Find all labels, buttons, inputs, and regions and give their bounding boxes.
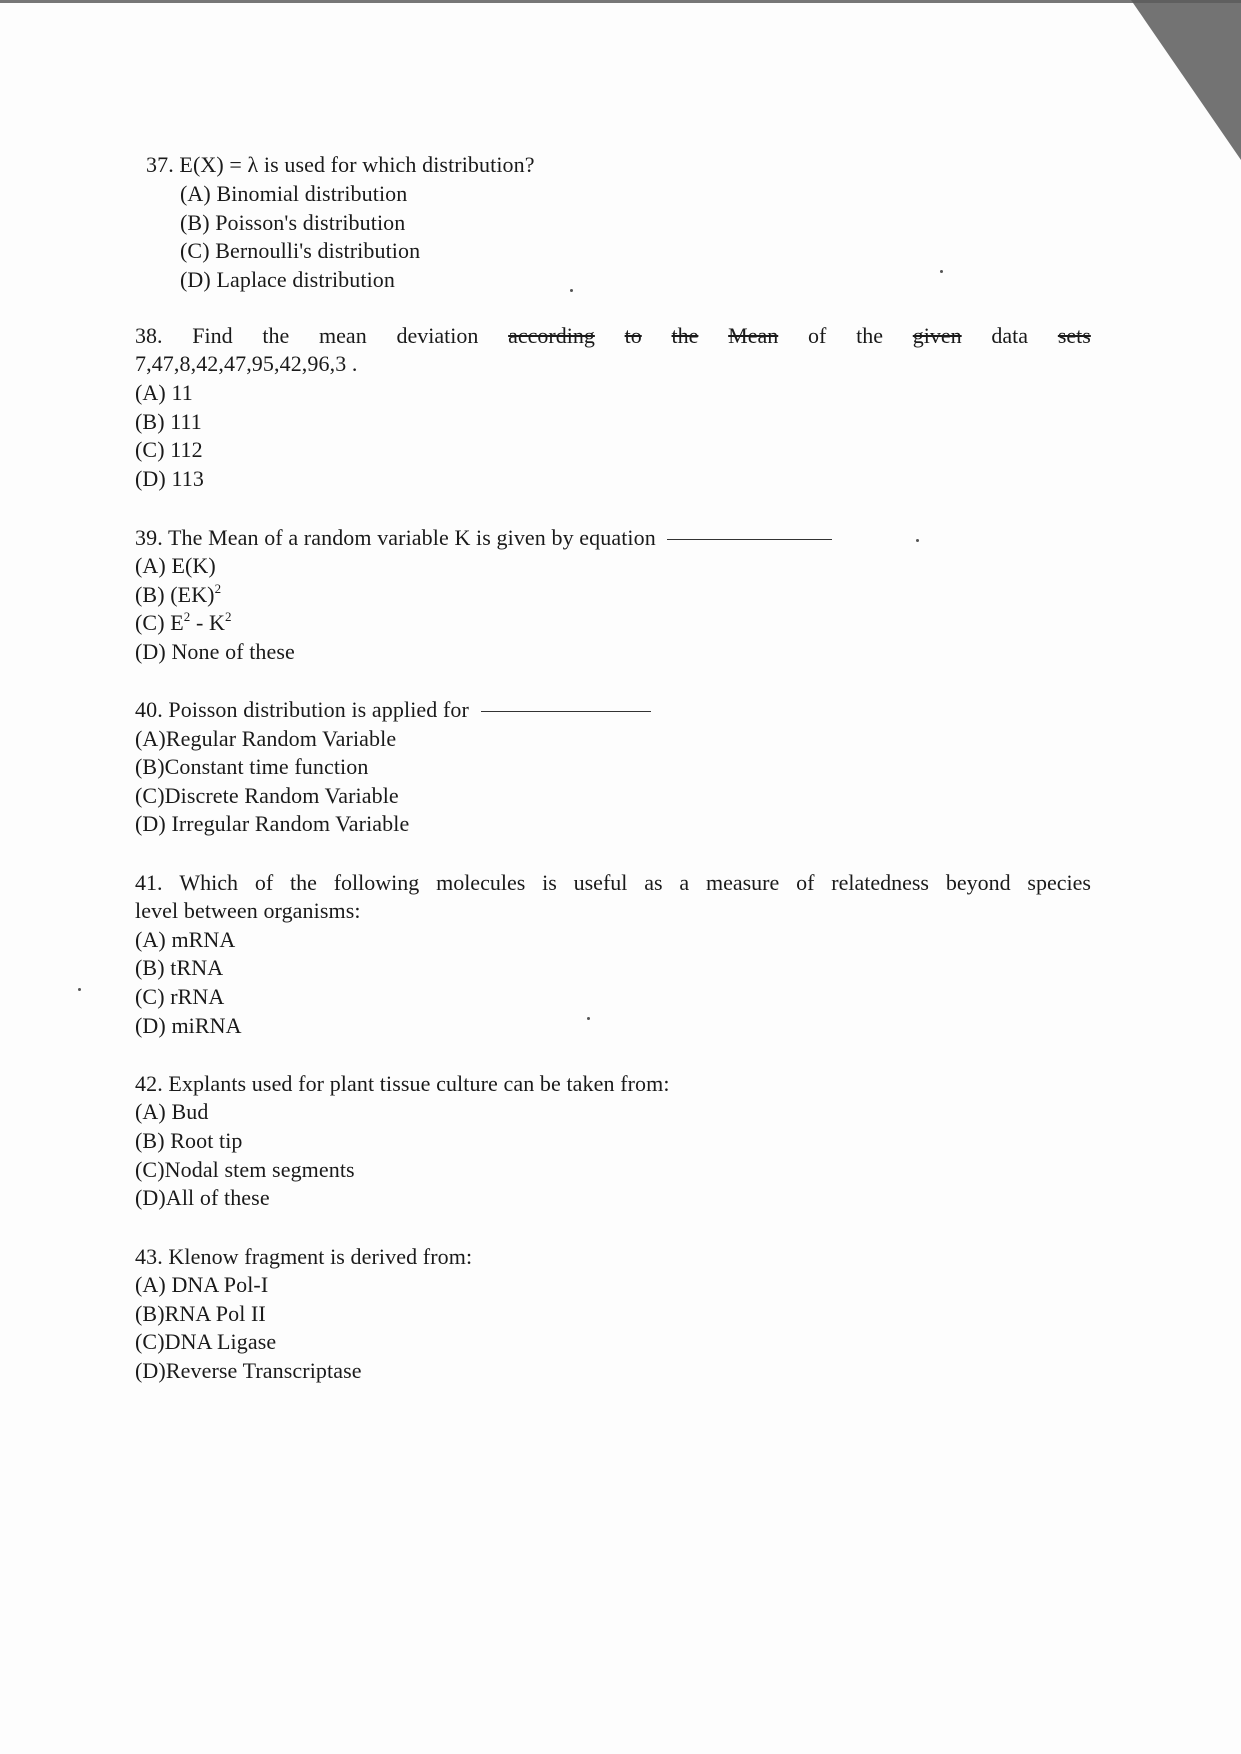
struck-word: given <box>912 323 962 348</box>
option: (B)RNA Pol II <box>135 1301 266 1326</box>
option: (D) miRNA <box>135 1013 242 1038</box>
word: following <box>333 870 420 895</box>
scan-speck <box>78 988 81 991</box>
word: the <box>262 323 290 348</box>
option: (A) 11 <box>135 380 193 405</box>
word: Find <box>192 323 233 348</box>
struck-word: to <box>624 323 642 348</box>
question-text: Poisson distribution is applied for <box>168 697 469 722</box>
question-text: Explants used for plant tissue culture can be taken from: <box>168 1071 670 1096</box>
option: (B) 111 <box>135 409 202 434</box>
option: (B) Poisson's distribution <box>180 210 406 235</box>
word: is <box>542 870 557 895</box>
option: (A) Bud <box>135 1099 209 1124</box>
option: (B) (EK)$^2$ <box>135 581 222 607</box>
word: a <box>679 870 690 895</box>
option: (C) $E^2 - K^2$ <box>135 609 232 635</box>
option: (D)All of these <box>135 1185 270 1210</box>
word: molecules <box>436 870 526 895</box>
scan-speck <box>570 289 573 292</box>
word: of <box>254 870 274 895</box>
question-41 <box>135 870 1091 896</box>
question-number: 40. <box>135 697 163 722</box>
word: data <box>991 323 1029 348</box>
word: of <box>808 323 827 348</box>
option: (B) Root tip <box>135 1128 243 1153</box>
word: beyond <box>945 870 1011 895</box>
option: (C) 112 <box>135 437 203 462</box>
folded-corner <box>1131 0 1241 160</box>
question-number: 37. <box>146 152 174 177</box>
question-number: 43. <box>135 1244 163 1269</box>
option: (C)Discrete Random Variable <box>135 783 399 808</box>
word: of <box>796 870 815 895</box>
option: (C) Bernoulli's distribution <box>180 238 421 263</box>
question-39 <box>135 525 832 551</box>
question-40 <box>135 697 651 723</box>
word: the <box>289 870 317 895</box>
option: (D)Reverse Transcriptase <box>135 1358 362 1383</box>
question-text: The Mean of a random variable K is given by equation <box>168 525 656 550</box>
scan-speck <box>940 270 943 273</box>
option: (D) Laplace distribution <box>180 267 395 292</box>
word: useful <box>573 870 628 895</box>
option: (A) DNA Pol-I <box>135 1272 269 1297</box>
question-number: 42. <box>135 1071 163 1096</box>
struck-word: sets <box>1057 323 1091 348</box>
page-top-edge <box>0 0 1241 3</box>
option: (B) tRNA <box>135 955 224 980</box>
answer-blank <box>667 539 832 540</box>
option: (C)Nodal stem segments <box>135 1157 355 1182</box>
option: (A)Regular Random Variable <box>135 726 397 751</box>
question-43 <box>135 1244 472 1270</box>
word: Which <box>179 870 238 895</box>
word: deviation <box>396 323 479 348</box>
struck-word: Mean <box>728 323 779 348</box>
data-values: 7,47,8,42,47,95,42,96,3 . <box>135 351 358 376</box>
question-37 <box>146 152 535 178</box>
scan-speck <box>587 1017 590 1020</box>
question-number: 39. <box>135 525 163 550</box>
question-text: Klenow fragment is derived from: <box>162 1244 473 1269</box>
word: species <box>1027 870 1091 895</box>
option: (A) E(K) <box>135 553 216 578</box>
question-41-line-2: level between organisms: <box>135 898 361 923</box>
question-text: E(X) = λ is used for which distribution? <box>179 152 535 177</box>
question-38 <box>135 323 1091 349</box>
option: (C) rRNA <box>135 984 225 1009</box>
option: (B)Constant time function <box>135 754 369 779</box>
answer-blank <box>481 711 651 712</box>
question-number: 38. <box>135 323 163 348</box>
word: relatedness <box>831 870 929 895</box>
option: (A) mRNA <box>135 927 236 952</box>
word: mean <box>319 323 367 348</box>
question-42 <box>135 1071 670 1097</box>
word: measure <box>705 870 780 895</box>
option: (C)DNA Ligase <box>135 1329 277 1354</box>
struck-word: the <box>671 323 699 348</box>
word: as <box>644 870 663 895</box>
option: (D) Irregular Random Variable <box>135 811 410 836</box>
option: (D) None of these <box>135 639 295 664</box>
word: the <box>856 323 883 348</box>
scan-speck <box>916 539 919 542</box>
struck-word: according <box>508 323 595 348</box>
question-number: 41. <box>135 870 163 895</box>
option: (A) Binomial distribution <box>180 181 408 206</box>
option: (D) 113 <box>135 466 204 491</box>
